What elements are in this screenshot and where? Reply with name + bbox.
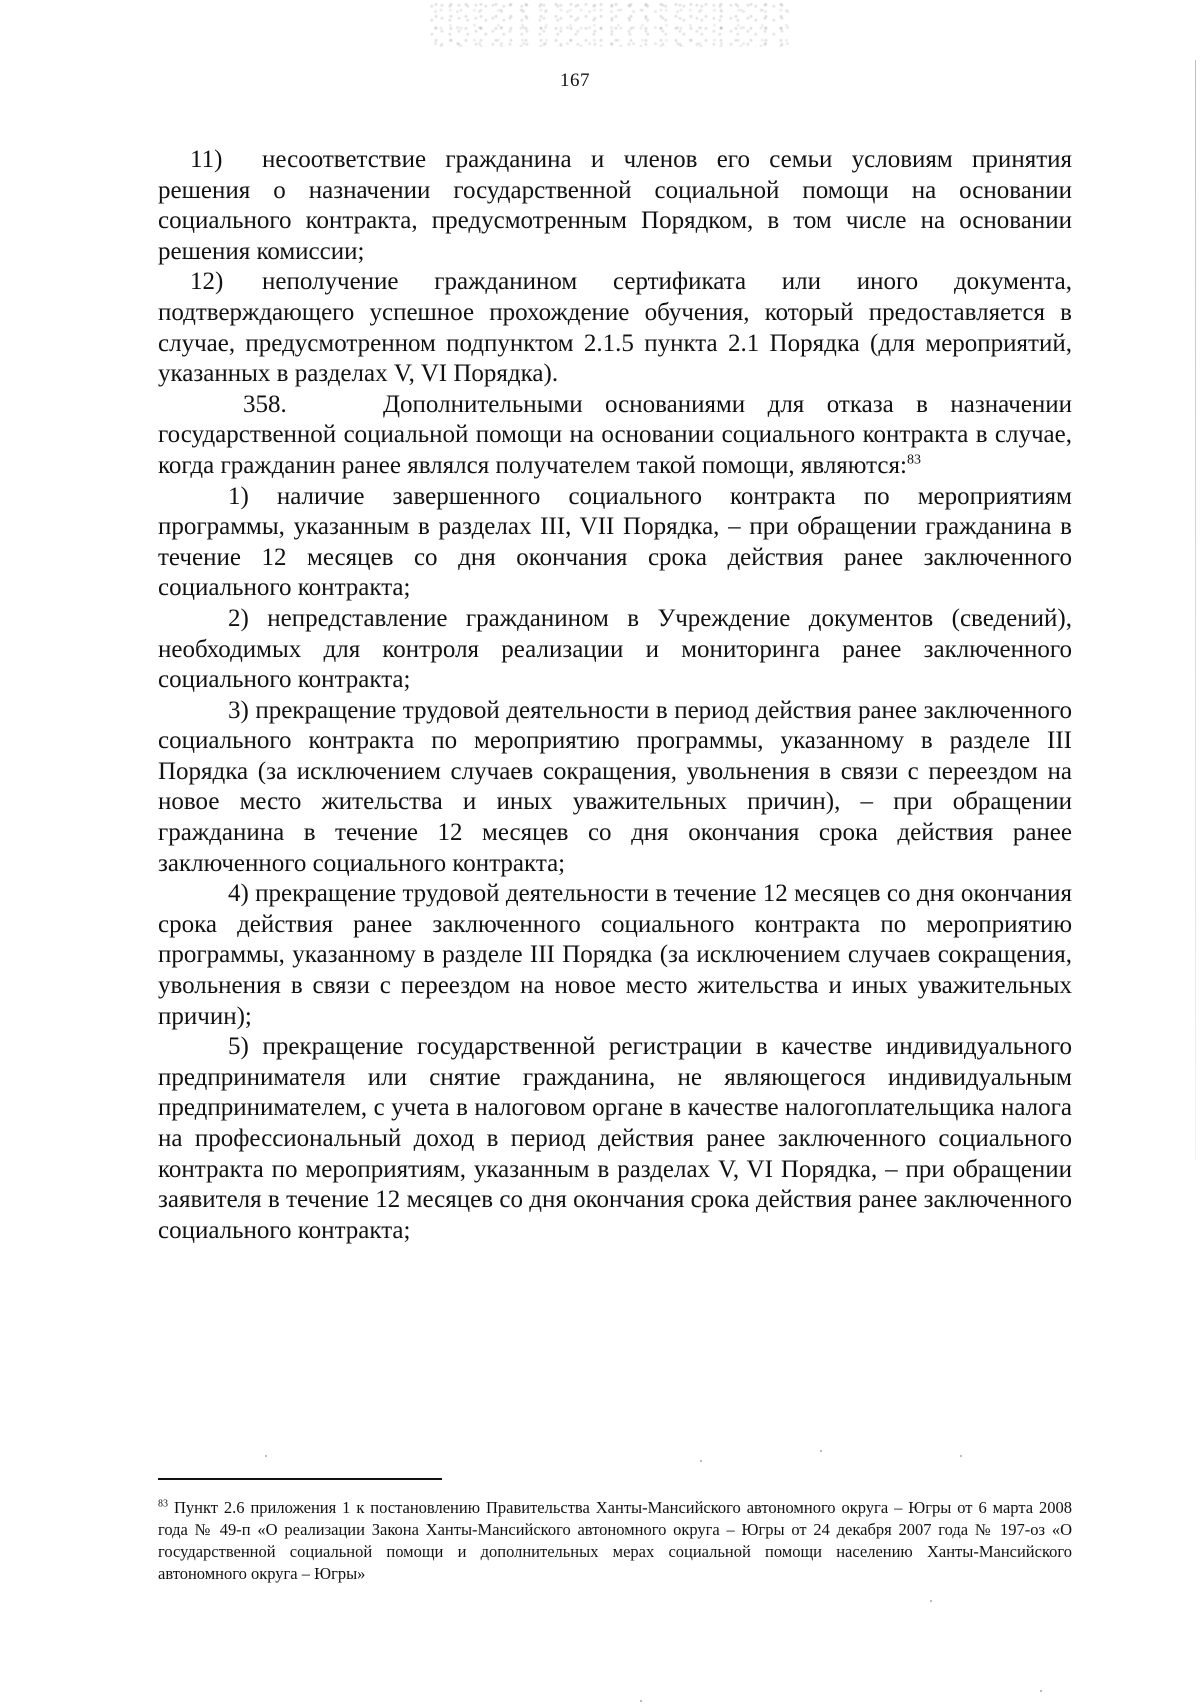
scan-speck [640,1700,642,1702]
item-11-text: несоответствие гражданина и членов его семьи условиям принятия решения о назначении государственной социальной помощи на основании социального контракта, предусмотренным Порядком, в том числе на основании решения комиссии; [158,146,1072,265]
body-text [158,145,1072,1246]
item-12-text: неполучение гражданином сертификата или иного документа, подтверждающего успешное прохождение обучения, который предоставляется в случае, предусмотренном подпунктом 2.1.5 пункта 2.1 Порядка (для мероприятий, указанных в разделах V, VI Порядка). [158,268,1072,388]
scan-edge-line [1195,60,1196,1160]
footnote-text: Пункт 2.6 приложения 1 к постановлению Правительства Ханты-Мансийского автономного округа – Югры от 6 марта 2008 года № 49-п «О реализации Закона Ханты-Мансийского автономного округа – Югры от 24 декабря 2007 года № 197-оз «О государственной социальной помощи и дополнительных мерах социальной помощи населению Ханты-Мансийского автономного округа – Югры» [158,1498,1073,1583]
item-12 [158,267,1072,389]
footnote [158,1497,1072,1585]
footnote-marker: 83 [158,1498,168,1510]
subitem-2: 2) непредставление гражданином в Учреждение документов (сведений), необходимых для контроля реализации и мониторинга ранее заключенного социального контракта; [158,604,1072,694]
item-11 [158,145,1072,267]
scan-speck [960,1455,962,1457]
scan-speck [1040,1690,1042,1692]
item-12-number: 12) [190,268,224,296]
footnote-divider [158,1478,442,1480]
scan-speck [700,1460,702,1462]
subitem-3: 3) прекращение трудовой деятельности в период действия ранее заключенного социального контракта по мероприятию программы, указанному в разделе III Порядка (за исключением случаев сокращения, увольнения в связи с переездом на новое место жительства и иных уважительных причин), – при обращении гражданина в течение 12 месяцев со дня окончания срока действия ранее заключенного социального контракта; [158,696,1072,877]
paragraph-358-text: Дополнительными основаниями для отказа в назначении государственной социальной помощи на основании социального контракта в случае, когда гражданин ранее являлся получателем такой помощи, являются: [158,390,1072,479]
page-number: 167 [560,70,590,91]
item-11-number: 11) [190,146,223,173]
paragraph-358-number: 358. [243,390,287,418]
subitem-4: 4) прекращение трудовой деятельности в течение 12 месяцев со дня окончания срока действия ранее заключенного социального контракта по мероприятию программы, указанному в разделе III Порядка (за исключением случаев сокращения, увольнения в связи с переездом на новое место жительства и иных уважительных причин); [158,880,1072,1030]
scan-speck [820,1450,822,1452]
paragraph-358 [158,390,1072,482]
subitem-1: 1) наличие завершенного социального контракта по мероприятиям программы, указанным в разделах III, VII Порядка, – при обращении гражданина в течение 12 месяцев со дня окончания срока действия ранее заключенного социального контракта; [158,482,1072,602]
scan-speck [930,1600,932,1602]
scan-speck [265,1455,267,1457]
scan-noise [430,2,790,47]
footnote-reference: 83 [906,452,921,468]
subitem-5: 5) прекращение государственной регистрации в качестве индивидуального предпринимателя или снятие гражданина, не являющегося индивидуальным предпринимателем, с учета в налоговом органе в качестве налогоплательщика налога на профессиональный доход в период действия ранее заключенного социального контракта по мероприятиям, указанным в разделах V, VI Порядка, – при обращении заявителя в течение 12 месяцев со дня окончания срока действия ранее заключенного социального контракта; [158,1033,1072,1244]
